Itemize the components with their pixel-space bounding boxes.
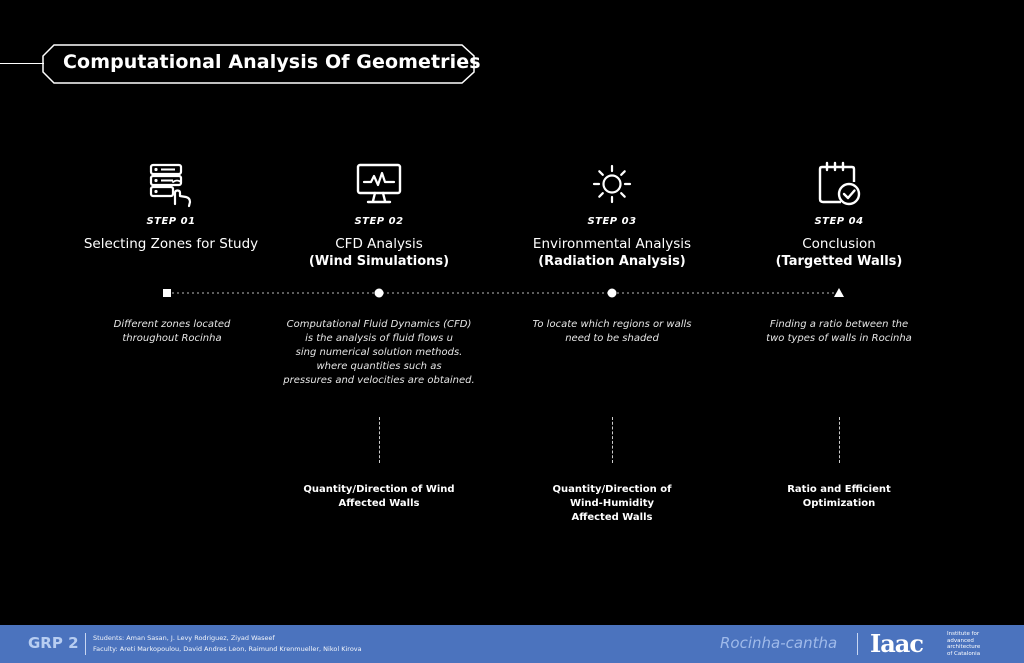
title-banner [0,44,480,84]
step-1 [51,160,291,253]
timeline-marker-circle [375,289,384,298]
server-hand-icon [147,160,195,208]
step-description: Finding a ratio between the two types of walls in Rocinha [766,319,912,344]
connector-line [839,417,840,463]
step-outcome: Ratio and Efficient Optimization [787,484,891,509]
step-3 [492,160,732,271]
step-subtitle: (Targetted Walls) [775,254,903,269]
footer-bar [0,625,1024,663]
step-title: Conclusion [802,236,876,252]
iaac-logo: Iaac [870,629,923,658]
step-description: To locate which regions or walls need to be shaded [532,319,692,344]
step-title: Selecting Zones for Study [83,236,259,252]
calendar-check-icon [815,160,863,208]
step-description: Computational Fluid Dynamics (CFD) is the analysis of fluid flows u sing numerical solution methods. where quantities such as pressures and velocities are obtained. [283,319,475,386]
step-subtitle: (Radiation Analysis) [538,254,686,269]
timeline-marker-circle [608,289,617,298]
title-rule [0,63,44,64]
step-title: Environmental Analysis [532,236,692,252]
step-subtitle: (Wind Simulations) [308,254,450,269]
step-number: STEP 02 [354,216,404,227]
monitor-graph-icon [355,160,403,208]
step-number: STEP 03 [587,216,637,227]
footer-divider [85,633,86,655]
connector-line [612,417,613,463]
credits [93,633,362,655]
step-title: CFD Analysis [335,236,423,252]
sun-icon [588,160,636,208]
page-title: Computational Analysis Of Geometries [63,51,481,73]
step-description: Different zones located throughout Rocinha [113,319,231,344]
step-2 [259,160,499,271]
group-label: GRP 2 [28,634,79,652]
timeline-marker-triangle [834,288,844,297]
timeline-marker-square [163,289,171,297]
project-name: Rocinha-cantha [720,634,838,652]
footer-divider [857,633,858,655]
faculty-list: Faculty: Areti Markopoulou, David Andres Leon, Raimund Krenmueller, Nikol Kirova [93,645,362,653]
timeline [0,283,1024,303]
step-outcome: Quantity/Direction of Wind Affected Walls [303,484,455,509]
step-number: STEP 04 [814,216,864,227]
connector-line [379,417,380,463]
students-list: Students: Aman Sasan, J. Levy Rodriguez, Ziyad Waseef [93,634,275,642]
step-number: STEP 01 [146,216,196,227]
iaac-caption: Institute for advanced architecture of Catalonia [947,631,981,657]
step-4 [719,160,959,271]
step-outcome: Quantity/Direction of Wind-Humidity Affected Walls [552,484,672,523]
